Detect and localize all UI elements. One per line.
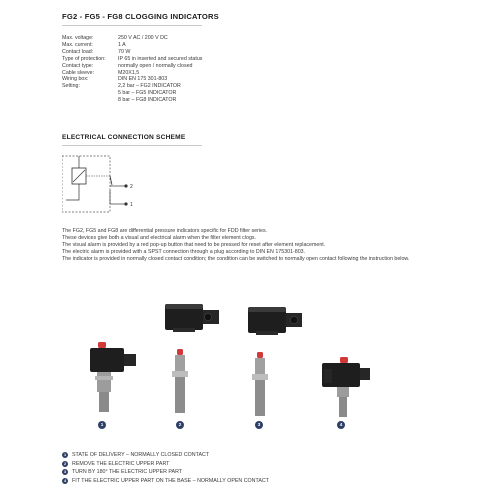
side-gland (324, 369, 332, 383)
spec-value: 250 V AC / 200 V DC (118, 35, 168, 41)
description-line: The indicator is provided in normally closed contact condition; the condition can be switched to normally open contact following the instruction below. (62, 256, 410, 262)
cable-gland (124, 354, 136, 366)
threaded-shank (255, 380, 265, 416)
spec-value: 5 bar – FG5 INDICATOR (118, 90, 177, 97)
spec-row (62, 63, 202, 70)
spec-label (62, 90, 118, 97)
spec-row (62, 49, 202, 56)
spec-value: IP 65 in inserted and secured status (118, 55, 203, 62)
spec-row (62, 70, 202, 77)
step-2-marker: 2 (176, 421, 184, 429)
page-title: FG2 - FG5 - FG8 CLOGGING INDICATORS (62, 12, 219, 21)
stem-nut (172, 371, 188, 377)
terminal-1-point (124, 202, 127, 205)
section-divider (62, 145, 202, 146)
spec-row (62, 56, 202, 63)
spec-row (62, 97, 202, 104)
step-item (62, 468, 269, 477)
spec-label: Contact type: (62, 62, 94, 69)
stem-nut (95, 376, 113, 380)
removed-plug-image (163, 298, 227, 334)
threaded-shank (99, 392, 109, 412)
threaded-shank (339, 397, 347, 417)
product-description (62, 228, 440, 263)
spec-row (62, 90, 202, 97)
indicator-stem (337, 387, 349, 397)
indicator-stem (255, 358, 265, 374)
plug-base (173, 328, 195, 332)
step-number: 2 (63, 461, 67, 466)
step-text: FIT THE ELECTRIC UPPER PART ON THE BASE – NORMALLY OPEN CONTACT (72, 477, 269, 484)
indicator-stem-image (168, 347, 192, 417)
sensor-diagonal (73, 170, 85, 182)
description-line: These devices give both a visual and electrical alarm when the filter element clogs. (62, 235, 257, 241)
spec-label: Cable sleeve: (62, 69, 95, 76)
spec-value: 70 W (118, 48, 131, 55)
cable-gland (360, 368, 370, 380)
step-text: TURN BY 180° THE ELECTRIC UPPER PART (72, 469, 183, 475)
step-4-marker: 4 (337, 421, 345, 429)
terminal-1-label: 1 (130, 202, 133, 208)
spec-label: Contact load: (62, 48, 94, 55)
indicator-stem (175, 355, 185, 371)
step-item (62, 477, 269, 486)
instruction-steps (62, 451, 269, 485)
spec-label: Max. voltage: (62, 35, 94, 41)
step-number: 3 (63, 470, 67, 475)
specifications-table (62, 35, 202, 104)
spec-value: M20X1,5 (118, 69, 140, 76)
connection-scheme-title: ELECTRICAL CONNECTION SCHEME (62, 134, 186, 141)
indicator-stem-image (248, 350, 272, 420)
description-line: The FG2, FG5 and FG8 are differential pressure indicators specific for FDD filter series. (62, 228, 268, 234)
title-divider (62, 25, 202, 26)
pop-up-button (340, 357, 348, 363)
step-item (62, 451, 269, 460)
step-text: REMOVE THE ELECTRIC UPPER PART (72, 460, 170, 467)
spec-label: Type of protection: (62, 55, 106, 62)
gland-nut (290, 316, 297, 323)
spec-label: Wiring box: (62, 76, 89, 83)
stem-nut (252, 374, 268, 380)
description-line: The visual alarm is provided by a red pop-up button that need to be pressed for reset after element replacement. (62, 242, 326, 248)
threaded-shank (175, 377, 185, 413)
pressure-line-bottom (66, 184, 79, 200)
spec-value: 2,2 bar – FG2 INDICATOR (118, 83, 181, 90)
switch-contact (110, 176, 112, 185)
step-number: 4 (63, 478, 67, 483)
spec-label: Setting: (62, 83, 80, 90)
spec-row (62, 76, 202, 83)
indicator-assembled-nc-image (86, 338, 142, 416)
spec-row (62, 83, 202, 90)
plug-base (256, 331, 278, 335)
spec-value: 1 A (118, 41, 126, 48)
spec-row (62, 42, 202, 49)
connection-scheme-diagram (62, 152, 146, 218)
spec-label: Max. current: (62, 41, 93, 48)
terminal-2-label: 2 (130, 184, 133, 190)
spec-row (62, 35, 202, 42)
spec-label (62, 97, 118, 104)
spec-value: 8 bar – FG8 INDICATOR (118, 97, 177, 104)
step-1-marker: 1 (98, 421, 106, 429)
plug-top-edge (248, 307, 286, 312)
plug-top-edge (165, 304, 203, 309)
step-item (62, 460, 269, 469)
pop-up-button (257, 352, 263, 358)
gland-nut (204, 313, 211, 320)
indicator-assembled-no-image (318, 355, 374, 421)
step-text: STATE OF DELIVERY – NORMALLY CLOSED CONTACT (72, 452, 210, 458)
terminal-2-point (124, 184, 127, 187)
indicator-stem (97, 372, 111, 392)
pop-up-button (177, 349, 183, 355)
step-3-marker: 3 (255, 421, 263, 429)
description-line: The electric alarm is provided with a SPST connection through a plug according to DIN EN 175301-803. (62, 249, 306, 255)
rotated-plug-image (246, 301, 310, 337)
step-number: 1 (63, 453, 67, 458)
spec-value: normally open / normally closed (118, 62, 193, 69)
plug-body (90, 348, 124, 372)
spec-value: DIN EN 175 301-803 (118, 76, 168, 83)
pop-up-button (98, 342, 106, 348)
